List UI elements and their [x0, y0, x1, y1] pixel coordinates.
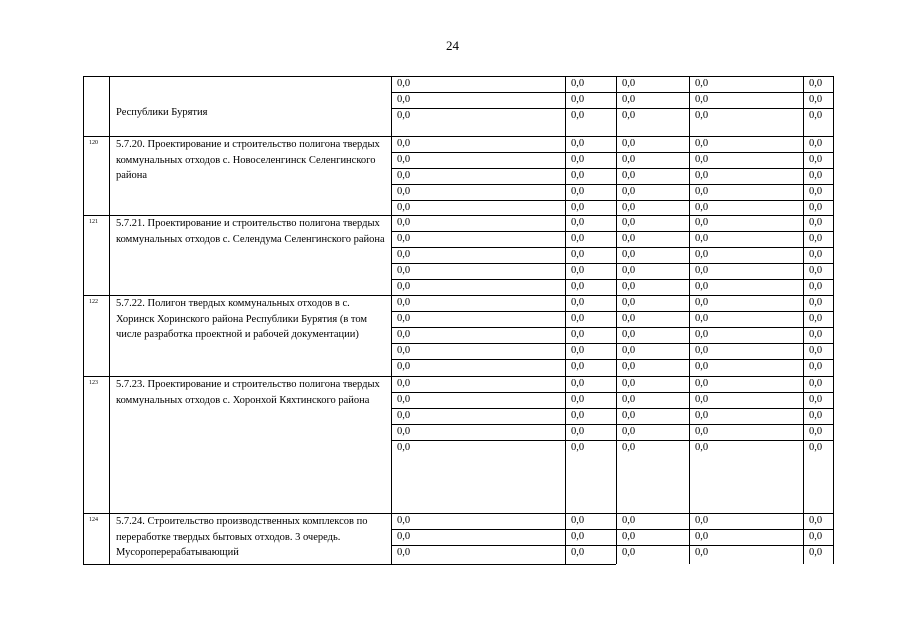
value-cell: 0,0	[809, 515, 823, 526]
value-cell: 0,0	[571, 265, 585, 276]
value-cell: 0,0	[809, 217, 823, 228]
value-cell: 0,0	[809, 202, 823, 213]
value-cell: 0,0	[695, 170, 709, 181]
value-cell: 0,0	[571, 329, 585, 340]
value-cell: 0,0	[397, 442, 411, 453]
table-bottom-border	[83, 564, 616, 565]
value-cell: 0,0	[397, 410, 411, 421]
value-cell: 0,0	[809, 186, 823, 197]
value-cell: 0,0	[809, 442, 823, 453]
row-divider	[391, 168, 833, 169]
value-cell: 0,0	[571, 394, 585, 405]
value-cell: 0,0	[809, 249, 823, 260]
value-cell: 0,0	[397, 378, 411, 389]
value-cell: 0,0	[397, 233, 411, 244]
value-cell: 0,0	[397, 313, 411, 324]
value-cell: 0,0	[397, 547, 411, 558]
value-cell: 0,0	[809, 531, 823, 542]
value-cell: 0,0	[397, 394, 411, 405]
value-cell: 0,0	[809, 547, 823, 558]
value-cell: 0,0	[397, 110, 411, 121]
value-cell: 0,0	[809, 154, 823, 165]
value-cell: 0,0	[397, 531, 411, 542]
value-cell: 0,0	[397, 249, 411, 260]
value-cell: 0,0	[622, 426, 636, 437]
value-cell: 0,0	[571, 297, 585, 308]
value-cell: 0,0	[622, 110, 636, 121]
row-divider	[391, 408, 833, 409]
value-cell: 0,0	[695, 233, 709, 244]
row-description: 5.7.22. Полигон твердых коммунальных отходов в с. Хоринск Хоринского района Республики Бурятия (в том числе разработка проектной и рабочей документации)	[116, 298, 368, 340]
value-cell: 0,0	[695, 249, 709, 260]
value-cell: 0,0	[809, 78, 823, 89]
value-cell: 0,0	[397, 170, 411, 181]
value-cell: 0,0	[622, 217, 636, 228]
row-number: 123	[89, 380, 98, 386]
value-cell: 0,0	[809, 426, 823, 437]
value-cell: 0,0	[622, 202, 636, 213]
value-cell: 0,0	[622, 329, 636, 340]
value-cell: 0,0	[571, 202, 585, 213]
value-cell: 0,0	[571, 345, 585, 356]
value-cell: 0,0	[571, 281, 585, 292]
row-divider	[391, 343, 833, 344]
value-cell: 0,0	[809, 170, 823, 181]
value-cell: 0,0	[809, 281, 823, 292]
value-cell: 0,0	[571, 186, 585, 197]
value-cell: 0,0	[622, 138, 636, 149]
value-cell: 0,0	[571, 217, 585, 228]
value-cell: 0,0	[397, 202, 411, 213]
value-cell: 0,0	[695, 329, 709, 340]
value-cell: 0,0	[571, 233, 585, 244]
value-cell: 0,0	[809, 233, 823, 244]
value-cell: 0,0	[695, 313, 709, 324]
value-cell: 0,0	[695, 297, 709, 308]
value-cell: 0,0	[695, 426, 709, 437]
column-divider	[565, 76, 566, 564]
number-column-divider	[109, 76, 110, 564]
value-cell: 0,0	[571, 515, 585, 526]
value-cell: 0,0	[695, 531, 709, 542]
value-cell: 0,0	[695, 94, 709, 105]
row-divider	[391, 392, 833, 393]
value-cell: 0,0	[622, 442, 636, 453]
value-cell: 0,0	[397, 94, 411, 105]
value-cell: 0,0	[397, 426, 411, 437]
row-description: 5.7.21. Проектирование и строительство полигона твердых коммунальных отходов с. Селендума Селенгинского района	[116, 218, 385, 245]
table-right-border	[833, 76, 834, 564]
value-cell: 0,0	[622, 154, 636, 165]
value-cell: 0,0	[809, 110, 823, 121]
row-divider	[391, 311, 833, 312]
value-cell: 0,0	[622, 410, 636, 421]
value-cell: 0,0	[571, 531, 585, 542]
value-cell: 0,0	[397, 186, 411, 197]
value-cell: 0,0	[809, 394, 823, 405]
row-description: 5.7.24. Строительство производственных комплексов по переработке твердых бытовых отходов. 3 очередь. Мусороперерабатывающий	[116, 516, 368, 558]
value-cell: 0,0	[571, 78, 585, 89]
value-cell: 0,0	[695, 547, 709, 558]
value-cell: 0,0	[622, 345, 636, 356]
value-cell: 0,0	[622, 515, 636, 526]
value-cell: 0,0	[397, 78, 411, 89]
value-cell: 0,0	[622, 233, 636, 244]
value-cell: 0,0	[397, 345, 411, 356]
row-divider	[391, 92, 833, 93]
row-divider	[391, 424, 833, 425]
value-cell: 0,0	[571, 249, 585, 260]
value-cell: 0,0	[622, 170, 636, 181]
value-cell: 0,0	[397, 515, 411, 526]
value-cell: 0,0	[695, 265, 709, 276]
value-cell: 0,0	[809, 329, 823, 340]
value-cell: 0,0	[571, 442, 585, 453]
value-cell: 0,0	[397, 281, 411, 292]
value-cell: 0,0	[571, 426, 585, 437]
value-cell: 0,0	[571, 170, 585, 181]
value-cell: 0,0	[622, 531, 636, 542]
value-cell: 0,0	[695, 186, 709, 197]
value-cell: 0,0	[397, 154, 411, 165]
row-divider	[391, 200, 833, 201]
row-description: Республики Бурятия	[116, 107, 208, 118]
value-cell: 0,0	[809, 297, 823, 308]
value-cell: 0,0	[809, 361, 823, 372]
row-divider	[391, 247, 833, 248]
value-cell: 0,0	[397, 329, 411, 340]
value-cell: 0,0	[695, 345, 709, 356]
value-cell: 0,0	[622, 378, 636, 389]
row-number: 120	[89, 140, 98, 146]
value-cell: 0,0	[622, 361, 636, 372]
row-divider	[391, 263, 833, 264]
value-cell: 0,0	[809, 345, 823, 356]
value-cell: 0,0	[571, 110, 585, 121]
value-cell: 0,0	[695, 217, 709, 228]
column-divider	[616, 76, 617, 564]
value-cell: 0,0	[695, 138, 709, 149]
value-cell: 0,0	[397, 361, 411, 372]
value-cell: 0,0	[809, 138, 823, 149]
row-divider	[391, 231, 833, 232]
row-divider	[391, 440, 833, 441]
value-cell: 0,0	[397, 265, 411, 276]
value-cell: 0,0	[622, 281, 636, 292]
value-cell: 0,0	[622, 78, 636, 89]
value-cell: 0,0	[695, 154, 709, 165]
table-left-border	[83, 76, 84, 564]
value-cell: 0,0	[809, 265, 823, 276]
value-cell: 0,0	[809, 410, 823, 421]
value-cell: 0,0	[622, 94, 636, 105]
row-divider	[391, 184, 833, 185]
value-cell: 0,0	[695, 361, 709, 372]
value-cell: 0,0	[571, 547, 585, 558]
row-divider	[391, 108, 833, 109]
row-divider	[391, 279, 833, 280]
row-description: 5.7.20. Проектирование и строительство полигона твердых коммунальных отходов с. Новоселенгинск Селенгинского района	[116, 139, 380, 181]
value-cell: 0,0	[571, 154, 585, 165]
value-cell: 0,0	[571, 410, 585, 421]
value-cell: 0,0	[622, 186, 636, 197]
row-divider	[391, 359, 833, 360]
value-cell: 0,0	[571, 378, 585, 389]
table-top-border	[83, 76, 833, 77]
value-cell: 0,0	[397, 138, 411, 149]
value-cell: 0,0	[622, 313, 636, 324]
value-cell: 0,0	[695, 515, 709, 526]
row-description: 5.7.23. Проектирование и строительство полигона твердых коммунальных отходов с. Хоронхой Кяхтинского района	[116, 379, 380, 406]
value-cell: 0,0	[695, 442, 709, 453]
page-number: 24	[446, 38, 459, 53]
value-cell: 0,0	[571, 361, 585, 372]
value-cell: 0,0	[809, 313, 823, 324]
column-divider	[391, 76, 392, 564]
value-cell: 0,0	[695, 202, 709, 213]
value-cell: 0,0	[622, 394, 636, 405]
row-number: 124	[89, 517, 98, 523]
value-cell: 0,0	[695, 410, 709, 421]
column-divider	[803, 76, 804, 564]
row-divider	[391, 545, 833, 546]
value-cell: 0,0	[809, 378, 823, 389]
row-number: 122	[89, 299, 98, 305]
value-cell: 0,0	[695, 394, 709, 405]
value-cell: 0,0	[695, 78, 709, 89]
value-cell: 0,0	[622, 547, 636, 558]
value-cell: 0,0	[622, 297, 636, 308]
value-cell: 0,0	[571, 313, 585, 324]
value-cell: 0,0	[571, 138, 585, 149]
row-divider	[391, 529, 833, 530]
row-divider	[391, 152, 833, 153]
value-cell: 0,0	[397, 297, 411, 308]
value-cell: 0,0	[622, 265, 636, 276]
value-cell: 0,0	[397, 217, 411, 228]
value-cell: 0,0	[695, 110, 709, 121]
row-number: 121	[89, 219, 98, 225]
value-cell: 0,0	[695, 378, 709, 389]
value-cell: 0,0	[809, 94, 823, 105]
column-divider	[689, 76, 690, 564]
row-divider	[391, 327, 833, 328]
value-cell: 0,0	[571, 94, 585, 105]
value-cell: 0,0	[622, 249, 636, 260]
value-cell: 0,0	[695, 281, 709, 292]
